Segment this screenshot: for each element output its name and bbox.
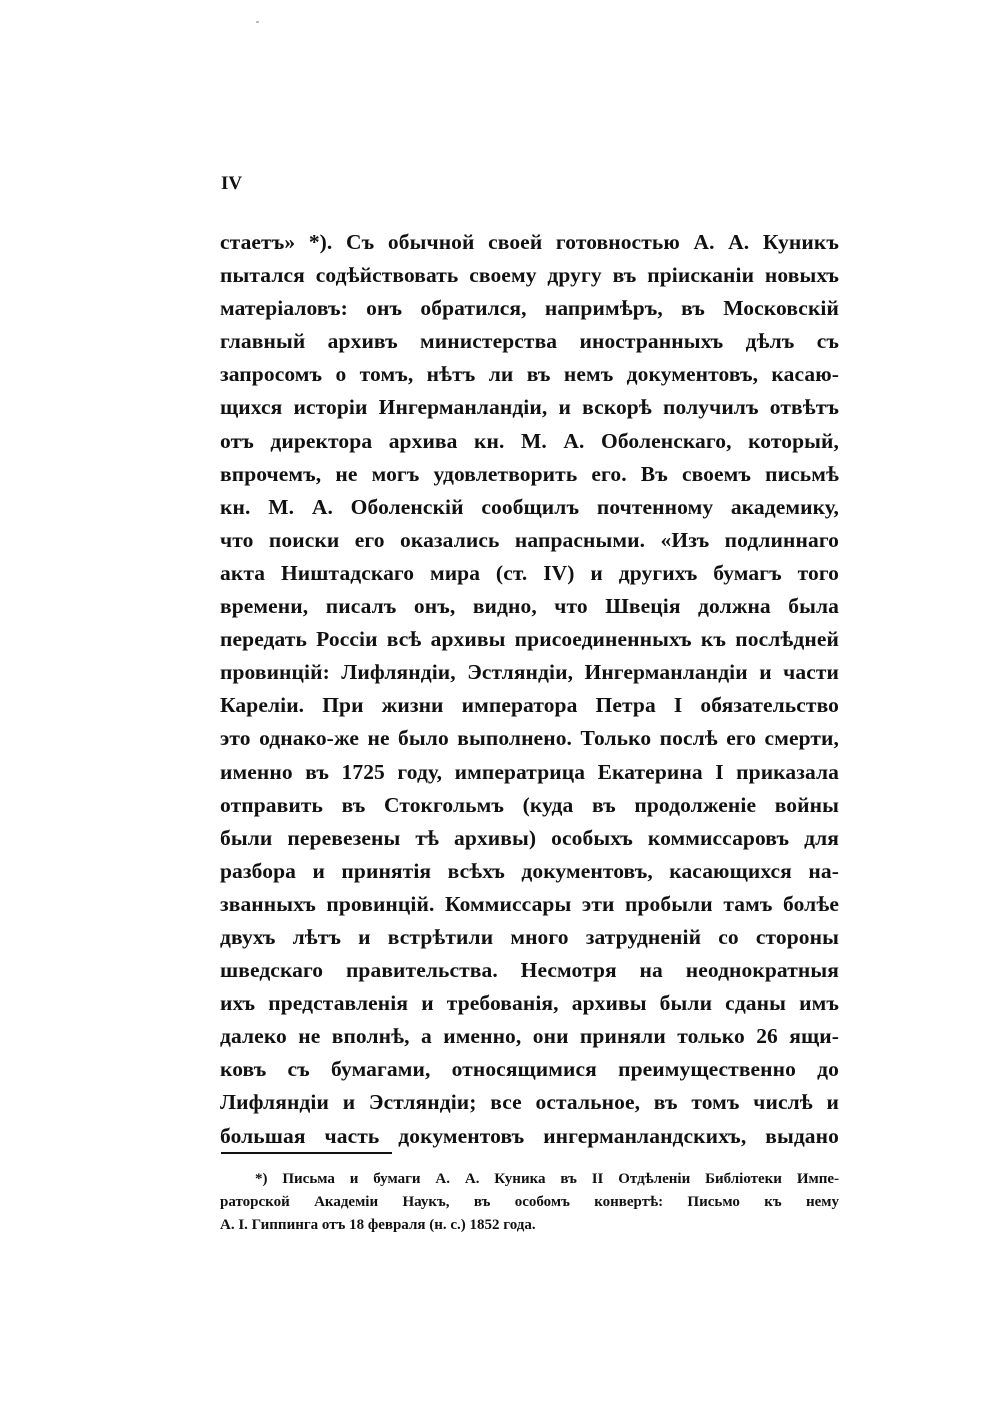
text-line: отправить въ Стокгольмъ (куда въ продолженiе войны [220,792,839,817]
text-line: Лифляндiи и Эстляндiи; все остальное, въ томъ числѣ и [220,1090,839,1115]
text-line: Карелiи. При жизни императора Петра I обязательство [220,693,839,718]
footnote-line: *) Письма и бумаги А. А. Куника въ II Отдѣленiи Библiотеки Импе- [255,1171,839,1187]
text-line: запросомъ о томъ, нѣтъ ли въ немъ документовъ, касаю- [220,362,839,387]
text-line: званныхъ провинцiй. Коммиссары эти пробыли тамъ болѣе [220,891,839,916]
text-line: двухъ лѣтъ и встрѣтили много затрудненiй со стороны [220,924,839,949]
text-line: что поиски его оказались напрасными. «Изъ подлиннаго [220,527,839,552]
body-text [220,226,839,1153]
scan-speck [256,21,259,23]
text-line: разбора и принятiя всѣхъ документовъ, касающихся на- [220,858,839,883]
text-line: передать Россiи всѣ архивы присоединенныхъ къ послѣдней [220,627,839,652]
text-line: щихся исторiи Ингерманландiи, и вскорѣ получилъ отвѣтъ [220,395,839,420]
text-line: отъ директора архива кн. М. А. Оболенскаго, который, [220,428,839,453]
text-line: ковъ съ бумагами, относящимися преимущественно до [220,1057,839,1082]
text-line: времени, писалъ онъ, видно, что Швецiя должна была [220,594,839,619]
text-line: главный архивъ министерства иностранныхъ дѣлъ съ [220,329,839,354]
text-line: большая часть документовъ ингерманландскихъ, выдано [220,1123,839,1148]
text-line: акта Ништадскаго мира (ст. IV) и другихъ бумагъ того [220,560,839,585]
footnote-line: А. I. Гиппинга отъ 18 февраля (н. с.) 1852 года. [220,1217,536,1233]
text-line: это однако-же не было выполнено. Только послѣ его смерти, [220,726,839,751]
footnote [220,1168,839,1237]
text-line: далеко не вполнѣ, а именно, они приняли только 26 ящи- [220,1024,839,1049]
text-line: кн. М. А. Оболенскiй сообщилъ почтенному академику, [220,494,839,519]
text-line: ихъ представленiя и требованiя, архивы были сданы имъ [220,991,839,1016]
text-line: были перевезены тѣ архивы) особыхъ коммиссаровъ для [220,825,839,850]
text-line: провинцiй: Лифляндiи, Эстляндiи, Ингерманландiи и части [220,660,839,685]
text-line: впрочемъ, не могъ удовлетворить его. Въ своемъ письмѣ [220,461,839,486]
text-line: пытался содѣйствовать своему другу въ прiисканiи новыхъ [220,263,839,288]
text-line: стаетъ» *). Съ обычной своей готовностью А. А. Куникъ [220,230,839,254]
text-line: именно въ 1725 году, императрица Екатерина I приказала [220,759,839,784]
footnote-rule [221,1152,392,1154]
footnote-line: раторской Академiи Наукъ, въ особомъ конвертѣ: Письмо къ нему [220,1194,839,1210]
text-line: шведскаго правительства. Несмотря на неоднократныя [220,958,839,983]
text-line: матерiаловъ: онъ обратился, напримѣръ, въ Московскiй [220,296,839,321]
page-number: IV [221,173,243,194]
